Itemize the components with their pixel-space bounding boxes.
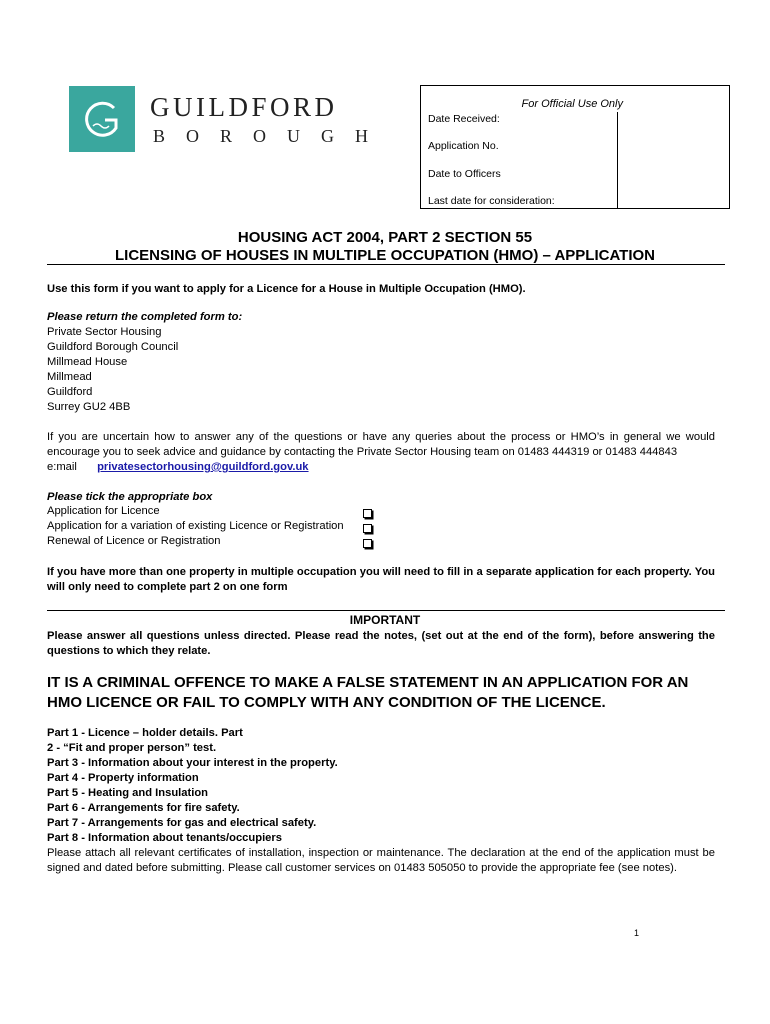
tick-option (47, 505, 160, 517)
email-row (47, 460, 309, 475)
official-field-application-no: Application No. (428, 140, 499, 152)
attach-note: Please attach all relevant certificates of installation, inspection or maintenance. The declaration at the end of the application must be signed and dated before submitting. Please call customer services on 01483 505050 to provide the appropriate fee (see notes). (47, 847, 715, 874)
part-item: Part 5 - Heating and Insulation (47, 787, 208, 799)
page-number: 1 (634, 928, 640, 938)
title-line1: HOUSING ACT 2004, PART 2 SECTION 55 (237, 229, 533, 246)
intro-text: Use this form if you want to apply for a Licence for a House in Multiple Occupation (HMO). (47, 283, 526, 295)
address-line: Millmead (47, 371, 92, 383)
email-label: e:mail (47, 461, 77, 473)
queries-text: If you are uncertain how to answer any of the questions or have any queries about the process or HMO’s in general we would encourage you to seek advice and guidance by contacting the Private Sector Housing team on 01483 444319 or 01483 444843 (47, 431, 715, 458)
wordmark (150, 94, 389, 146)
part-item: Part 1 - Licence – holder details. Part (47, 727, 243, 739)
criminal-offence-warning: IT IS A CRIMINAL OFFENCE TO MAKE A FALSE STATEMENT IN AN APPLICATION FOR AN HMO LICENCE OR FAIL TO COMPLY WITH ANY CONDITION OF THE LICENCE. (47, 674, 689, 711)
address-line: Guildford (47, 386, 93, 398)
return-heading: Please return the completed form to: (47, 311, 243, 323)
official-use-box (420, 85, 730, 209)
important-rule (47, 610, 725, 611)
email-link[interactable]: privatesectorhousing@guildford.gov.uk (97, 461, 309, 473)
tick-option (47, 520, 344, 532)
part-item: Part 8 - Information about tenants/occupiers (47, 832, 282, 844)
important-heading: IMPORTANT (349, 613, 421, 627)
address-line: Surrey GU2 4BB (47, 401, 131, 413)
guildford-logo-icon (69, 86, 135, 152)
address-line: Guildford Borough Council (47, 341, 179, 353)
part-item: Part 7 - Arrangements for gas and electrical safety. (47, 817, 317, 829)
tick-option-label: Renewal of Licence or Registration (47, 535, 221, 547)
part-item: Part 3 - Information about your interest in the property. (47, 757, 338, 769)
official-field-last-date: Last date for consideration: (428, 195, 555, 207)
multiple-property-note: If you have more than one property in multiple occupation you will need to fill in a separate application for each property. You will only need to complete part 2 on one form (47, 566, 715, 593)
part-item: 2 - “Fit and proper person” test. (47, 742, 217, 754)
tick-checkbox-variation[interactable] (363, 524, 372, 533)
official-box-divider (617, 112, 618, 209)
tick-checkbox-renewal[interactable] (363, 539, 372, 548)
title-line2: LICENSING OF HOUSES IN MULTIPLE OCCUPATION (HMO) – APPLICATION (115, 247, 655, 264)
tick-option-label: Application for Licence (47, 505, 160, 517)
tick-option (47, 535, 221, 547)
official-field-date-received: Date Received: (428, 113, 500, 125)
address-line: Millmead House (47, 356, 128, 368)
tick-heading: Please tick the appropriate box (47, 491, 213, 503)
part-item: Part 4 - Property information (47, 772, 199, 784)
address-line: Private Sector Housing (47, 326, 162, 338)
important-text: Please answer all questions unless directed. Please read the notes, (set out at the end of the form), before answering the questions to which they relate. (47, 630, 715, 657)
part-item: Part 6 - Arrangements for fire safety. (47, 802, 240, 814)
official-use-heading: For Official Use Only (521, 98, 623, 110)
wordmark-line2: BOROUGH (153, 126, 390, 146)
title-rule (47, 264, 725, 265)
wordmark-line1: GUILDFORD (150, 92, 338, 122)
official-field-date-to-officers: Date to Officers (428, 168, 501, 180)
tick-checkbox-licence[interactable] (363, 509, 372, 518)
tick-option-label: Application for a variation of existing Licence or Registration (47, 520, 344, 532)
